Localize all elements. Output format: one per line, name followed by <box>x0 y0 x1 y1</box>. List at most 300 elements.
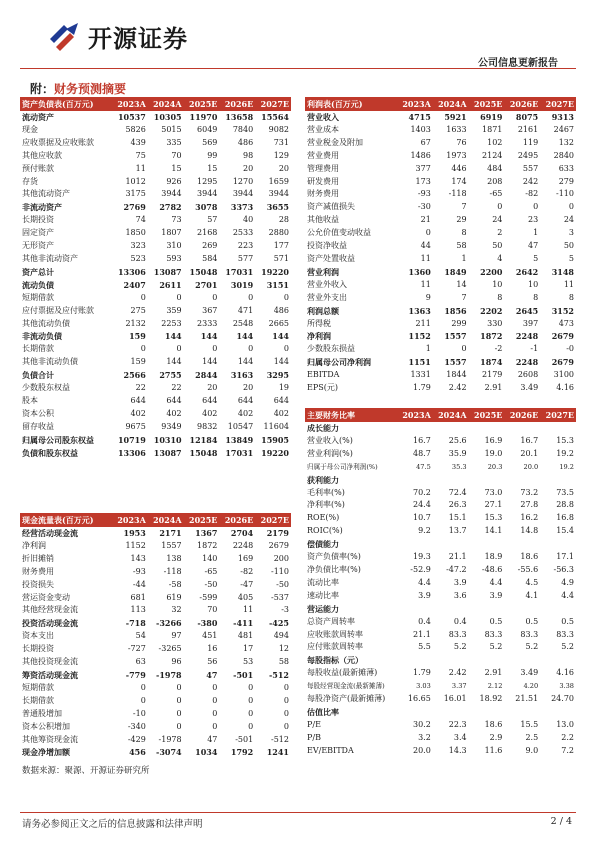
cell-value: 47 <box>206 669 218 680</box>
row-label: 存货 <box>22 176 38 186</box>
cell-value: 13849 <box>225 434 254 445</box>
row-label: 普通股增加 <box>22 708 62 718</box>
cell-value: 2.42 <box>448 383 467 393</box>
cell-value: 47 <box>207 734 218 744</box>
cell-value <box>469 538 505 551</box>
row-label: 现金净增加额 <box>22 747 70 758</box>
table-row <box>20 540 291 553</box>
row-label: 公允价值变动收益 <box>307 228 371 238</box>
table-row <box>305 641 576 654</box>
cell-value: 2548 <box>232 318 254 328</box>
cell-value: 15564 <box>261 112 289 122</box>
cell-value: 1486 <box>410 150 431 160</box>
footer-divider <box>20 812 576 813</box>
cell-value: 75 <box>135 150 146 160</box>
cell-value: 4.20 <box>523 682 539 691</box>
table-row <box>20 253 291 266</box>
cell-value: 21.51 <box>515 694 539 704</box>
cell-value: 10305 <box>153 112 182 122</box>
row-label: 净负债比率(%) <box>307 564 361 574</box>
cell-value: 25.6 <box>448 435 467 445</box>
cell-value: 200 <box>273 553 289 563</box>
row-label: 应收票据及应收账款 <box>22 137 94 147</box>
cell-value: 1807 <box>161 228 182 238</box>
table-row <box>20 695 291 708</box>
row-label: 净利率(%) <box>307 500 345 510</box>
cell-value: 1633 <box>446 124 467 134</box>
cell-value: 5.2 <box>453 642 467 652</box>
cell-value: 279 <box>558 176 574 186</box>
cell-value: 2407 <box>123 279 146 290</box>
cell-value: -512 <box>271 734 289 744</box>
cell-value <box>433 603 469 616</box>
cell-value: -425 <box>268 618 289 629</box>
cell-value: 0 <box>283 695 289 705</box>
cell-value: 9.0 <box>525 745 539 755</box>
cell-value: 1973 <box>446 150 467 160</box>
cell-value: 15048 <box>189 447 218 458</box>
cell-value: 28 <box>278 215 289 225</box>
cell-value: 14 <box>456 279 467 289</box>
row-label: 短期借款 <box>22 292 54 302</box>
cell-value: 138 <box>166 553 182 563</box>
row-label: 其他非流动资产 <box>22 253 78 263</box>
row-label: 资本公积 <box>22 408 54 418</box>
cell-value: 2202 <box>480 305 503 316</box>
cell-value: 5015 <box>161 124 182 134</box>
table-row <box>305 448 576 461</box>
cell-value: 0 <box>248 708 254 718</box>
row-label: 负债合计 <box>22 370 54 381</box>
cell-value: 4.16 <box>556 668 574 678</box>
table-row <box>305 253 576 266</box>
cell-value <box>469 474 505 487</box>
table-row <box>305 499 576 512</box>
table-row <box>20 266 291 279</box>
cell-value <box>540 706 576 719</box>
table-row <box>20 682 291 695</box>
cell-value: 2179 <box>266 528 289 538</box>
row-label: EV/EBITDA <box>307 745 354 755</box>
row-label: 研发费用 <box>307 176 339 186</box>
cell-value: 19.2 <box>556 448 574 458</box>
table-row <box>305 487 576 500</box>
table-row <box>20 201 291 214</box>
cell-value: 10 <box>528 279 539 289</box>
table-row <box>20 292 291 305</box>
cell-value: -48.6 <box>481 564 503 574</box>
cell-value: 577 <box>237 253 254 263</box>
cell-value: 73.5 <box>556 487 574 497</box>
table-row <box>305 590 576 603</box>
cell-value: 0 <box>212 344 218 354</box>
cell-value: 19 <box>278 383 289 393</box>
table-row <box>305 343 576 356</box>
row-label: 所得税 <box>307 318 331 328</box>
cell-value: 3655 <box>266 202 289 213</box>
row-label: 其他应收款 <box>22 150 62 160</box>
row-label: 归属母公司净利润 <box>307 357 371 368</box>
cell-value: 24 <box>492 215 503 225</box>
row-label: 应付票据及应付账款 <box>22 305 94 315</box>
cell-value: 3175 <box>125 189 146 199</box>
cell-value: 0 <box>283 721 289 731</box>
cell-value: 3151 <box>266 279 289 290</box>
cell-value: 159 <box>129 331 146 342</box>
row-label: P/E <box>307 719 321 729</box>
cell-value: 14.8 <box>520 526 539 536</box>
table-row <box>20 734 291 747</box>
cell-value: 1151 <box>408 357 431 368</box>
table-row <box>305 163 576 176</box>
cell-value: 1557 <box>444 331 467 342</box>
cell-value: 53 <box>243 657 254 667</box>
table-row <box>20 227 291 240</box>
cell-value: 27.8 <box>520 500 539 510</box>
cell-value: 24.70 <box>551 694 574 704</box>
cell-value: 0 <box>425 228 431 238</box>
row-label: 估值比率 <box>307 706 339 717</box>
cell-value: 16.7 <box>412 435 431 445</box>
cell-value <box>540 422 576 435</box>
cell-value: 0 <box>212 292 218 302</box>
cell-value: 58 <box>456 241 467 251</box>
cell-value: 3944 <box>268 189 289 199</box>
cell-value: 44 <box>420 241 431 251</box>
cell-value: 13306 <box>117 447 146 458</box>
cell-value: 20.0 <box>523 462 539 471</box>
table-row <box>20 188 291 201</box>
cell-value: 3148 <box>551 266 574 277</box>
cell-value: 2769 <box>123 202 146 213</box>
cell-value: 10 <box>492 279 503 289</box>
cell-value: 0 <box>176 682 182 692</box>
cell-value <box>397 538 433 551</box>
row-label: 流动资产 <box>22 112 54 122</box>
table-row <box>20 176 291 189</box>
row-label: 净利润 <box>22 540 46 550</box>
cash-flow-table <box>20 513 291 759</box>
table-row <box>20 395 291 408</box>
table-row <box>305 137 576 150</box>
cell-value: 15.3 <box>484 513 503 523</box>
row-label: 长期借款 <box>22 695 54 705</box>
cell-value: 3.03 <box>416 682 431 691</box>
table-row <box>305 629 576 642</box>
cell-value: -47.2 <box>446 564 467 574</box>
cell-value: 0 <box>176 344 182 354</box>
cell-value: 0 <box>248 344 254 354</box>
cell-value: 20 <box>278 163 289 173</box>
cell-value: 310 <box>166 241 182 251</box>
cell-value: -10 <box>132 708 146 718</box>
cell-value: 211 <box>415 318 431 328</box>
cell-value: -3266 <box>156 618 182 629</box>
cell-value: 2679 <box>268 540 289 550</box>
cell-value: 1012 <box>125 176 146 186</box>
cell-value: 0 <box>140 682 146 692</box>
row-label: 营运资金变动 <box>22 592 70 602</box>
cell-value: 484 <box>487 163 503 173</box>
cell-value: 5 <box>533 253 539 263</box>
table-row <box>305 214 576 227</box>
row-label: 长期投资 <box>22 215 54 225</box>
cell-value <box>397 603 433 616</box>
cell-value: 486 <box>273 305 289 315</box>
cell-value: 6049 <box>197 124 218 134</box>
row-label: 营业利润(%) <box>307 448 353 458</box>
year-header: 2025E <box>184 97 220 111</box>
cell-value: 5826 <box>125 124 146 134</box>
cell-value: 4715 <box>408 112 431 122</box>
row-label: 每股收益(最新摊薄) <box>307 668 378 678</box>
cell-value: 0.4 <box>418 616 431 626</box>
cell-value <box>469 706 505 719</box>
year-header: 2023A <box>397 97 433 111</box>
cell-value: 58 <box>278 657 289 667</box>
cell-value: -50 <box>276 579 289 589</box>
row-label: 短期借款 <box>22 682 54 692</box>
cell-value: 8 <box>497 292 503 302</box>
table-row <box>20 240 291 253</box>
row-label: 无形资产 <box>22 241 54 251</box>
cell-value: -599 <box>199 592 218 602</box>
cell-value: 3163 <box>230 370 254 381</box>
cell-value: 405 <box>237 592 254 602</box>
cell-value: 14.3 <box>448 745 467 755</box>
cell-value: 2642 <box>515 266 539 277</box>
cell-value: 8 <box>568 292 574 302</box>
cell-value: -3 <box>281 605 289 615</box>
year-header: 2026E <box>504 408 540 422</box>
cell-value <box>397 654 433 667</box>
cell-value: 16.65 <box>407 694 431 704</box>
cell-value: 2701 <box>195 279 218 290</box>
cell-value <box>433 654 469 667</box>
cell-value: 54 <box>135 631 146 641</box>
cell-value: 1792 <box>230 747 254 758</box>
cell-value: 19220 <box>261 266 289 277</box>
row-label: P/B <box>307 732 321 742</box>
cell-value: 11970 <box>189 112 218 122</box>
cell-value: 11 <box>243 605 254 615</box>
table-row <box>305 525 576 538</box>
cell-value <box>469 422 505 435</box>
cell-value: -0 <box>566 344 574 354</box>
cell-value: -537 <box>271 592 289 602</box>
cell-value: 3944 <box>161 189 182 199</box>
cell-value: 16.01 <box>443 694 467 704</box>
row-label: 资本公积增加 <box>22 721 70 731</box>
cell-value: -65 <box>204 566 218 576</box>
cell-value: 0 <box>533 202 539 212</box>
cell-value: 0 <box>212 708 218 718</box>
cell-value: 2.91 <box>484 668 503 678</box>
cell-value: 15905 <box>261 434 289 445</box>
cell-value: 17031 <box>225 447 254 458</box>
cell-value: -56.3 <box>553 564 574 574</box>
cell-value: 0.4 <box>453 616 467 626</box>
row-label: 归属母公司股东权益 <box>22 434 94 445</box>
row-label: 流动比率 <box>307 577 339 587</box>
table-row <box>20 746 291 759</box>
cell-value: 1659 <box>268 176 289 186</box>
cell-value: 2168 <box>197 228 218 238</box>
cell-value: 113 <box>130 605 146 615</box>
cell-value: 7 <box>461 292 467 302</box>
cell-value: 19.3 <box>412 552 431 562</box>
cell-value <box>433 474 469 487</box>
cell-value: 681 <box>130 592 146 602</box>
row-label: 成长能力 <box>307 423 339 433</box>
table-row <box>305 706 576 719</box>
row-label: 营运能力 <box>307 603 339 614</box>
cell-value: 83.3 <box>520 629 539 639</box>
row-label: 营业成本 <box>307 124 339 134</box>
cell-value: 22 <box>135 383 146 393</box>
data-source-note: 数据来源：聚源、开源证券研究所 <box>22 766 150 776</box>
cell-value: 132 <box>558 137 574 147</box>
row-label: 筹资活动现金流 <box>22 669 78 680</box>
cell-value: 584 <box>202 253 218 263</box>
year-header: 2025E <box>184 513 220 527</box>
table-row <box>305 356 576 369</box>
cell-value: -727 <box>127 644 146 654</box>
cell-value <box>504 654 540 667</box>
cell-value: -380 <box>197 618 218 629</box>
table-row <box>305 732 576 745</box>
cell-value: 144 <box>166 357 182 367</box>
cell-value: 3100 <box>553 370 574 380</box>
cell-value: 9082 <box>268 124 289 134</box>
cell-value: 3944 <box>232 189 254 199</box>
cell-value: 83.3 <box>556 629 574 639</box>
cell-value: 1295 <box>197 176 218 186</box>
cell-value: 0 <box>212 682 218 692</box>
row-label: 财务费用 <box>22 566 54 576</box>
cell-value: 15 <box>171 163 182 173</box>
cell-value: 28.8 <box>556 500 574 510</box>
cell-value: 63 <box>135 657 146 667</box>
row-label: 营业收入 <box>307 112 339 122</box>
table-row <box>20 318 291 331</box>
cell-value: 0 <box>568 202 574 212</box>
row-label: 留存收益 <box>22 421 54 431</box>
cell-value: 143 <box>130 553 146 563</box>
cell-value: 1.79 <box>412 383 431 393</box>
cell-value <box>504 706 540 719</box>
income-statement-table <box>305 97 576 395</box>
cell-value: 2248 <box>232 540 254 550</box>
cell-value: 619 <box>166 592 182 602</box>
cell-value: 0 <box>176 292 182 302</box>
cell-value: 473 <box>558 318 574 328</box>
cell-value: 2844 <box>195 370 218 381</box>
cell-value: 9832 <box>197 421 218 431</box>
cell-value: 21 <box>420 215 431 225</box>
cell-value: 18.92 <box>479 694 503 704</box>
cell-value: 21.1 <box>448 552 467 562</box>
cell-value: 16 <box>207 644 218 654</box>
table-row <box>305 227 576 240</box>
table-row <box>305 603 576 616</box>
cell-value <box>504 538 540 551</box>
table-row <box>305 538 576 551</box>
cell-value: 494 <box>273 631 289 641</box>
cell-value: 402 <box>237 408 254 418</box>
cell-value: 644 <box>273 395 289 405</box>
cell-value: 2679 <box>551 331 574 342</box>
row-label: 负债和股东权益 <box>22 447 78 458</box>
cell-value <box>397 422 433 435</box>
cell-value: 13.7 <box>448 526 467 536</box>
cell-value: 47 <box>528 241 539 251</box>
table-row <box>20 604 291 617</box>
cell-value: 1331 <box>410 370 431 380</box>
cell-value: 15.3 <box>556 435 574 445</box>
cell-value: -718 <box>125 618 146 629</box>
cell-value: 275 <box>130 305 146 315</box>
table-row <box>20 553 291 566</box>
cell-value: -55.6 <box>517 564 539 574</box>
cell-value: 2171 <box>159 528 182 538</box>
cell-value <box>397 474 433 487</box>
cell-value: 2.91 <box>484 383 503 393</box>
table-row <box>20 447 291 460</box>
cell-value: 22.3 <box>448 719 467 729</box>
cell-value: 3 <box>568 228 574 238</box>
cell-value: 1953 <box>123 528 146 538</box>
cell-value: 20 <box>243 383 254 393</box>
cell-value: 1872 <box>197 540 218 550</box>
cell-value: 67 <box>420 137 431 147</box>
cell-value: 2645 <box>515 305 539 316</box>
year-header: 2025E <box>469 408 505 422</box>
cell-value: 3.9 <box>453 577 467 587</box>
year-header: 2026E <box>504 97 540 111</box>
table-row <box>305 435 576 448</box>
cell-value: 0 <box>248 292 254 302</box>
cell-value: 4.4 <box>561 590 574 600</box>
cell-value: -52.9 <box>410 564 431 574</box>
cell-value <box>433 422 469 435</box>
cell-value: 1367 <box>195 528 218 538</box>
cell-value: 83.3 <box>484 629 503 639</box>
table-row <box>20 669 291 682</box>
cell-value <box>540 538 576 551</box>
cell-value <box>540 474 576 487</box>
row-label: 投资活动现金流 <box>22 618 78 629</box>
table-row <box>20 617 291 630</box>
cell-value: 3295 <box>266 370 289 381</box>
cell-value: -779 <box>125 669 146 680</box>
row-label: 营业外收入 <box>307 279 347 289</box>
cell-value: 74 <box>135 215 146 225</box>
cell-value: 22 <box>171 383 182 393</box>
row-label: 资本支出 <box>22 631 54 641</box>
cell-value: -411 <box>233 618 254 629</box>
income-statement-title: 利润表(百万元) <box>305 97 397 111</box>
table-row <box>305 422 576 435</box>
cell-value <box>504 422 540 435</box>
table-row <box>305 124 576 137</box>
row-label: 经营活动现金流 <box>22 528 78 538</box>
page-number: 2 / 4 <box>550 816 572 827</box>
cell-value: 11604 <box>263 421 289 431</box>
cell-value: 169 <box>237 553 254 563</box>
cell-value: 140 <box>202 553 218 563</box>
cell-value: 15.4 <box>556 526 574 536</box>
